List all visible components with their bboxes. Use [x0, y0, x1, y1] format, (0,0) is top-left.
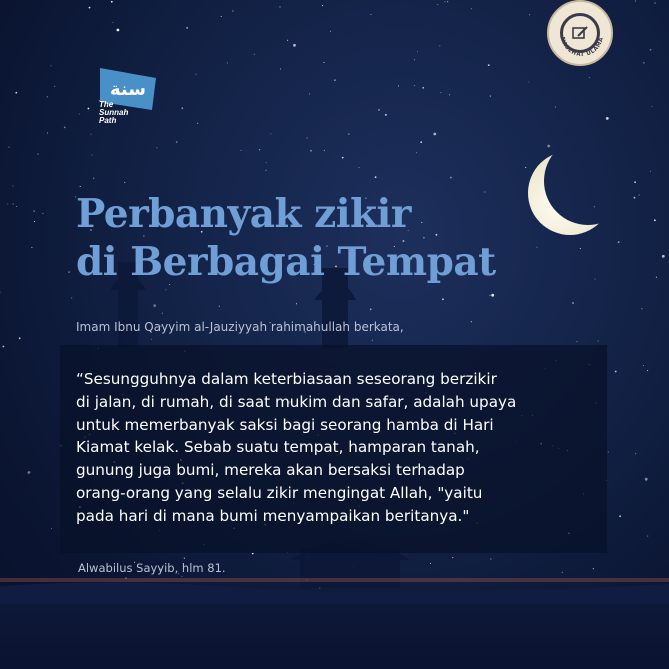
title-line-1: Perbanyak zikir [76, 191, 411, 237]
quote-line: untuk memerbanyak saksi bagi seorang hamba di Hari [76, 415, 494, 434]
quote-line: Kiamat kelak. Sebab suatu tempat, hamparan tanah, [76, 438, 480, 457]
quote-line: gunung juga bumi, mereka akan bersaksi terhadap [76, 461, 465, 480]
badge-label [549, 2, 615, 68]
svg-text:NASEHAT ULAMA: NASEHAT ULAMA [559, 36, 605, 59]
nasehat-ulama-badge [547, 0, 613, 66]
quote-line: “Sesungguhnya dalam keterbiasaan seseorang berzikir [76, 370, 497, 388]
quote-line: orang-orang yang selalu zikir mengingat Allah, "yaitu [76, 483, 483, 502]
svg-text:سنة: سنة [110, 79, 146, 100]
quote-text [76, 368, 636, 528]
quote-source: Alwabilus Sayyib, hlm 81. [78, 561, 226, 575]
page-title [76, 190, 546, 286]
quote-line: pada hari di mana bumi menyampaikan beritanya." [76, 506, 470, 525]
logo-tagline: The Sunnah Path [99, 100, 129, 125]
ground [0, 604, 669, 669]
quote-line: di jalan, di rumah, di saat mukim dan safar, adalah upaya [76, 392, 517, 411]
quote-attribution: Imam Ibnu Qayyim al-Jauziyyah rahimahullah berkata, [76, 320, 404, 334]
title-line-2: di Berbagai Tempat [76, 239, 496, 285]
